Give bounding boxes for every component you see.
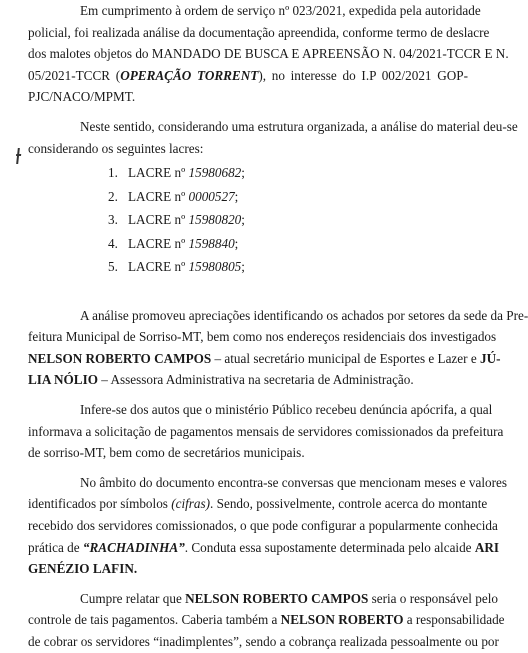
text-segment: . Conduta essa supostamente determinada pelo alcaide: [184, 539, 475, 555]
text-line: [28, 609, 505, 631]
person-name: JÚ-: [479, 350, 501, 366]
text-segment: controle de tais pagamentos. Caberia também a: [28, 612, 281, 628]
lacre-label: LACRE nº: [128, 188, 189, 204]
text-line: A análise promoveu apreciações identificando os achados por setores da sede da Pre-: [80, 307, 528, 323]
text-segment: prática de: [28, 539, 83, 555]
punctuation: ;: [241, 165, 245, 181]
lacre-label: LACRE nº: [128, 212, 189, 228]
list-number: 2.: [108, 188, 118, 204]
punctuation: ;: [234, 188, 239, 204]
punctuation: ;: [241, 259, 245, 275]
text-line: de sorriso-MT, bem como de secretários municipais.: [28, 445, 305, 461]
paragraph-analysis: [28, 305, 528, 391]
list-number: 3.: [108, 212, 118, 228]
text-segment: 05/2021-TCCR (: [28, 67, 121, 83]
text-line: informava a solicitação de pagamentos mensais de servidores comissionados da prefeitura: [28, 423, 504, 439]
text-line: No âmbito do documento encontra-se conversas que mencionam meses e valores: [80, 474, 507, 490]
text-line: de cobrar os servidores “inadimplentes”, sendo a cobrança realizada pessoalmente ou por: [28, 633, 499, 649]
list-number: 1.: [108, 165, 118, 181]
lacre-code: 15980805: [188, 259, 242, 275]
paragraph-lacres-intro: [28, 116, 518, 159]
person-name: NELSON ROBERTO CAMPOS: [28, 350, 212, 366]
text-line: [28, 537, 500, 559]
lacre-label: LACRE nº: [128, 235, 189, 251]
text-segment: Cumpre relatar que: [80, 590, 186, 606]
text-line: dos malotes objetos do MANDADO DE BUSCA E APREENSÃO N. 04/2021-TCCR E N.: [28, 46, 509, 62]
document-body: [28, 0, 528, 653]
person-name: NELSON ROBERTO CAMPOS: [185, 590, 369, 606]
punctuation: ;: [241, 212, 245, 228]
text-line: feitura Municipal de Sorriso-MT, bem como nos endereços residenciais dos investigados: [28, 329, 497, 345]
paragraph-intro: [28, 0, 509, 108]
lacre-code: 15980820: [188, 212, 242, 228]
text-line: Em cumprimento à ordem de serviço nº 023/2021, expedida pela autoridade: [80, 3, 481, 18]
text-line: Infere-se dos autos que o ministério Público recebeu denúncia apócrifa, a qual: [80, 402, 493, 418]
text-line: [28, 369, 468, 391]
operation-name: OPERAÇÃO TORRENT: [120, 67, 259, 83]
punctuation: ;: [234, 235, 239, 251]
term-rachadinha: “RACHADINHA”: [82, 539, 185, 555]
text-segment: identificados por símbolos: [28, 496, 172, 512]
paragraph-denuncia: [28, 399, 504, 464]
text-segment: – Assessora Administrativa na secretaria de Administração.: [98, 372, 414, 388]
list-number: 4.: [108, 235, 118, 251]
lacre-code: 15980682: [188, 165, 242, 181]
text-line: [28, 588, 498, 610]
list-item: [108, 185, 468, 209]
text-segment: – atual secretário municipal de Esportes e Lazer e: [211, 350, 480, 366]
person-name: LIA NÓLIO: [28, 372, 98, 388]
text-line: [28, 558, 468, 580]
lacre-label: LACRE nº: [128, 165, 189, 181]
person-name: ARI: [474, 539, 500, 555]
text-segment: ), no interesse do I.P 002/2021 GOP-: [258, 67, 469, 83]
paragraph-responsavel: [28, 588, 505, 653]
list-number: 5.: [108, 259, 118, 275]
list-item: [108, 208, 468, 232]
text-line: [28, 65, 468, 87]
lacre-code: 0000527: [188, 188, 235, 204]
text-line: PJC/NACO/MPMT.: [28, 89, 136, 105]
text-line: [28, 348, 501, 370]
text-segment: seria o responsável pelo: [368, 590, 498, 606]
paragraph-documento: [28, 472, 507, 580]
lacre-list: [28, 161, 468, 279]
person-name: GENÉZIO LAFIN.: [28, 561, 138, 577]
text-line: recebido dos servidores comissionados, o que pode configurar a popularmente conhecida: [28, 518, 498, 533]
text-segment: a responsabilidade: [403, 612, 505, 628]
lacre-code: 1598840: [188, 235, 235, 251]
text-line: [28, 493, 488, 515]
list-item: [108, 255, 468, 279]
list-item: [108, 232, 468, 256]
italic-term: (cifras): [171, 496, 211, 512]
margin-handwritten-mark: [16, 148, 23, 164]
text-segment: . Sendo, possivelmente, controle acerca do montante: [210, 496, 488, 512]
text-line: Neste sentido, considerando uma estrutura organizada, a análise do material deu-se: [80, 118, 518, 134]
lacre-label: LACRE nº: [128, 259, 189, 275]
list-item: [108, 161, 468, 185]
person-name: NELSON ROBERTO: [280, 612, 404, 628]
text-line: considerando os seguintes lacres:: [28, 140, 204, 156]
text-line: policial, foi realizada análise da documentação apreendida, conforme termo de deslacre: [28, 24, 490, 40]
